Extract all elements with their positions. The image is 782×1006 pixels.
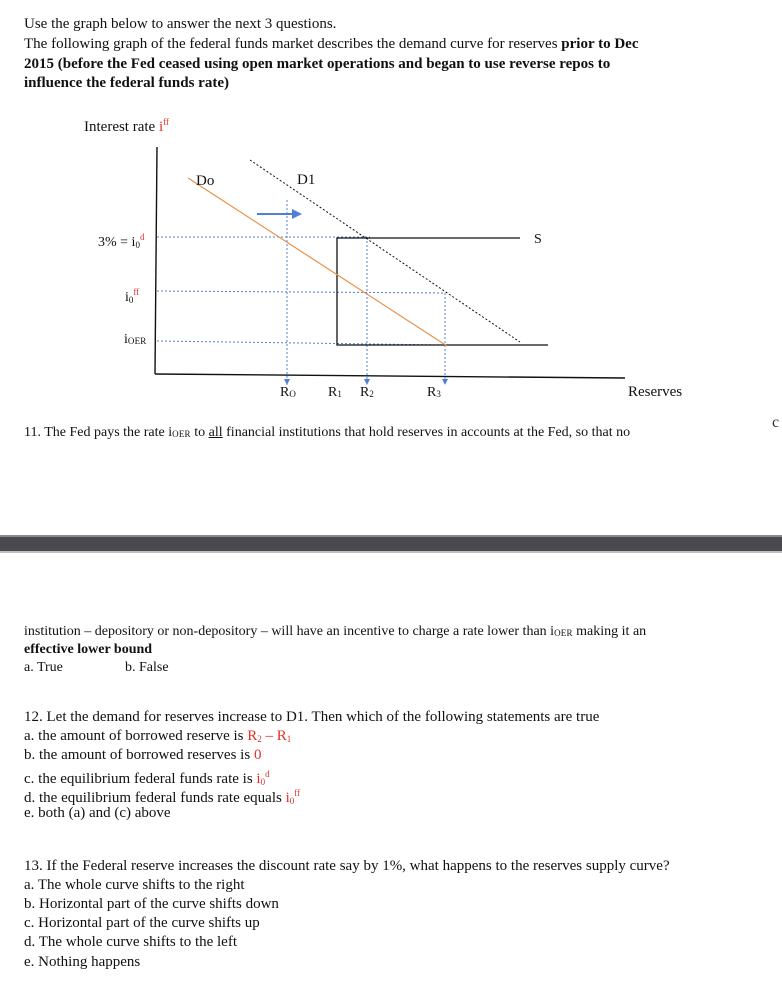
q12-a-sub2: 1 (286, 734, 292, 744)
q12-d-sub: 0 (289, 796, 295, 806)
q13-option-d: d. The whole curve shifts to the left (24, 934, 238, 950)
q12-a-mid: – R (261, 728, 287, 744)
curve-label-d0: Do (196, 173, 215, 189)
x-axis-label: Reserves (628, 384, 683, 400)
intro-line-3-bold: 2015 (before the Fed ceased using open market operations and began to use reverse repos to (24, 56, 611, 72)
label-3pct-text: 3% = i (98, 235, 136, 250)
r0-sub: O (289, 389, 297, 399)
q12-b-text: b. the amount of borrowed reserves is (24, 747, 254, 763)
r1-text: R (328, 385, 338, 400)
supply-curve (337, 238, 548, 345)
q11-all-underlined: all (208, 425, 223, 440)
r3-text: R (427, 385, 437, 400)
q13-option-e: e. Nothing happens (24, 954, 141, 970)
q12-option-a (24, 727, 291, 748)
label-3pct (98, 229, 144, 254)
q11-part3: financial institutions that hold reserves in accounts at the Fed, so that no (222, 425, 631, 440)
q11-continued (24, 623, 646, 642)
axis-label-r3 (427, 384, 441, 403)
q11-effective-lower-bound (24, 641, 152, 658)
q11-option-b: b. False (125, 660, 169, 675)
axis-label-r0 (280, 384, 296, 403)
y-axis-label-text: Interest rate (84, 119, 159, 135)
axis-label-r2 (360, 384, 374, 403)
x-axis (155, 374, 625, 378)
q13-option-a: a. The whole curve shifts to the right (24, 877, 245, 893)
q12-c-red: i (256, 771, 261, 787)
label-iff (125, 284, 139, 309)
label-ioer (124, 331, 147, 350)
demand-curve-d1 (250, 160, 520, 342)
q12-a-r: R (247, 728, 258, 744)
q11-cont1: institution – depository or non-depository – will have an incentive to charge a rate lower than i (24, 624, 555, 639)
label-iff-sub: 0 (128, 295, 134, 305)
intro-line-2-plain: The following graph of the federal funds market describes the demand curve for reserves (24, 36, 562, 52)
q12-d-red: i (285, 790, 290, 806)
shift-arrow-head (292, 209, 302, 219)
q12-b-red: 0 (253, 747, 262, 763)
q11-part2: to (190, 425, 209, 440)
page-divider (0, 537, 782, 551)
r3-tick (442, 379, 448, 385)
guide-iff (157, 291, 445, 293)
r2-sub: 2 (369, 389, 375, 399)
y-axis-label-sup: ff (163, 117, 169, 127)
label-3pct-sub: 0 (135, 240, 140, 250)
label-ioer-text: i (124, 332, 128, 347)
q12-a-red (247, 728, 291, 744)
r1-sub: 1 (337, 389, 343, 399)
q12-option-e: e. both (a) and (c) above (24, 805, 171, 821)
q11-bold-text: effective lower bound (24, 642, 153, 657)
q12-c-sup: d (265, 769, 270, 779)
q11-option-a: a. True (24, 660, 63, 675)
q12-a-text: a. the amount of borrowed reserve is (24, 728, 248, 744)
q12-option-b (24, 746, 261, 764)
q12-a-sub1: 2 (257, 734, 262, 744)
q12-c-text: c. the equilibrium federal funds rate is (24, 771, 257, 787)
fed-funds-market-graph (0, 0, 782, 420)
edge-glyph: c (772, 414, 780, 431)
axis-label-r1 (328, 384, 342, 403)
label-iff-sup: ff (133, 287, 140, 297)
curve-label-s: S (534, 232, 542, 247)
y-axis-label-symbol: i (158, 119, 164, 135)
r3-sub: 3 (436, 389, 442, 399)
q13-option-c: c. Horizontal part of the curve shifts up (24, 915, 260, 931)
intro-line-1: Use the graph below to answer the next 3 questions. (24, 16, 337, 32)
q12-c-sub: 0 (260, 777, 266, 787)
y-axis (155, 147, 157, 374)
q11-part1-sub: OER (172, 429, 191, 439)
q13-stem: 13. If the Federal reserve increases the discount rate say by 1%, what happens to the reserves supply curve? (24, 858, 670, 874)
q13-option-b: b. Horizontal part of the curve shifts down (24, 896, 279, 912)
q11-line-1 (24, 424, 630, 443)
label-3pct-sup: d (139, 232, 145, 242)
r0-text: R (280, 385, 290, 400)
intro-line-2-bold: prior to Dec (561, 36, 639, 52)
r2-text: R (360, 385, 370, 400)
curve-label-d1: D1 (297, 172, 316, 188)
q12-d-text: d. the equilibrium federal funds rate equals (24, 790, 286, 806)
label-iff-text: i (125, 290, 129, 305)
q11-cont2: making it an (572, 624, 647, 639)
label-ioer-sub: OER (127, 336, 147, 346)
y-axis-label (84, 113, 169, 136)
q11-cont1-sub: OER (554, 628, 573, 638)
q12-d-sup: ff (294, 788, 301, 798)
demand-curve-d0 (188, 178, 447, 346)
intro-line-4-bold: influence the federal funds rate) (24, 75, 229, 91)
q12-stem: 12. Let the demand for reserves increase to D1. Then which of the following statements are true (24, 709, 600, 725)
q11-part1: 11. The Fed pays the rate i (24, 425, 173, 440)
